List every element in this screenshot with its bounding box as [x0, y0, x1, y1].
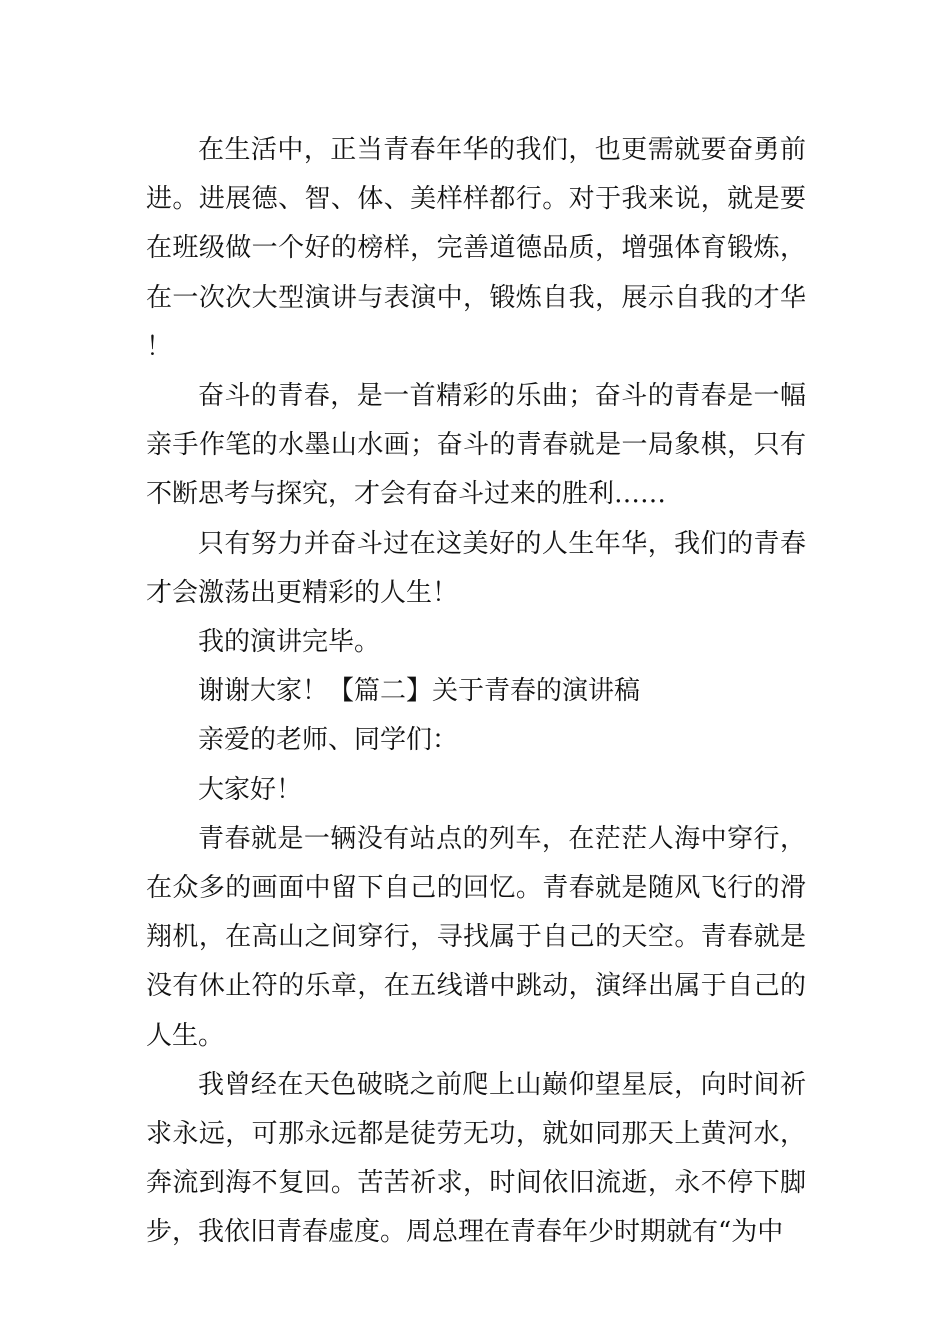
paragraph-3: 只有努力并奋斗过在这美好的人生年华，我们的青春才会激荡出更精彩的人生！ [146, 528, 806, 608]
paragraph-6-salutation: 亲爱的老师、同学们： [198, 725, 459, 756]
paragraph-7-greeting: 大家好！ [198, 774, 303, 805]
paragraph-9: 我曾经在天色破晓之前爬上山巅仰望星辰，向时间祈求永远，可那永远都是徒劳无功，就如同那天上黄河水，奔流到海不复回。苦苦祈求，时间依旧流逝，永不停下脚步，我依旧青春虚度。周总理在青春年少时期就有“为中 [146, 1069, 806, 1248]
paragraph-8: 青春就是一辆没有站点的列车，在茫茫人海中穿行，在众多的画面中留下自己的回忆。青春就是随风飞行的滑翔机，在高山之间穿行，寻找属于自己的天空。青春就是没有休止符的乐章，在五线谱中跳动，演绎出属于自己的人生。 [146, 823, 806, 1051]
paragraph-5-section-heading: 谢谢大家！【篇二】关于青春的演讲稿 [198, 676, 641, 707]
paragraph-1: 在生活中，正当青春年华的我们，也更需就要奋勇前进。进展德、智、体、美样样都行。对于我来说，就是要在班级做一个好的榜样，完善道德品质，增强体育锻炼，在一次次大型演讲与表演中，锻炼自我，展示自我的才华！ [146, 135, 806, 362]
document-body [146, 126, 806, 1258]
paragraph-2: 奋斗的青春，是一首精彩的乐曲；奋斗的青春是一幅亲手作笔的水墨山水画；奋斗的青春就是一局象棋，只有不断思考与探究，才会有奋斗过来的胜利…… [146, 381, 806, 510]
paragraph-4: 我的演讲完毕。 [198, 627, 381, 658]
